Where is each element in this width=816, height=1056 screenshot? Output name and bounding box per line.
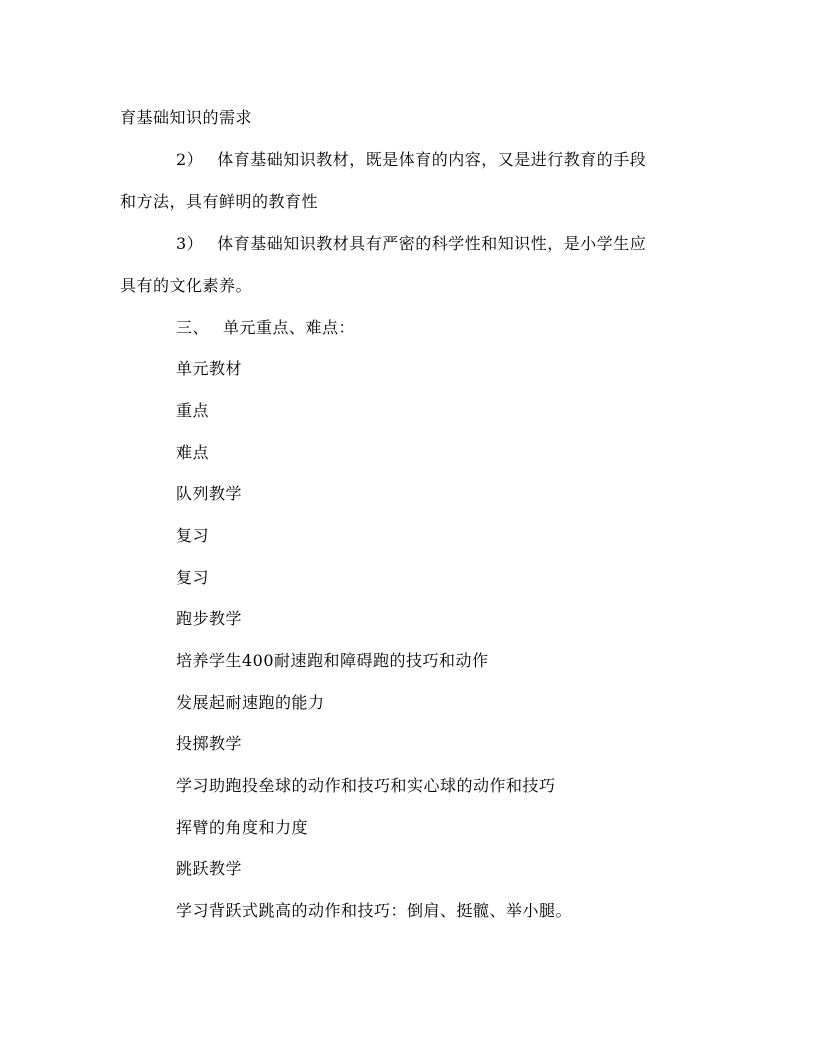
table-line-11: 学习助跑投垒球的动作和技巧和实心球的动作和技巧: [176, 776, 556, 795]
table-line-5: 复习: [176, 526, 210, 545]
table-line-12: 挥臂的角度和力度: [176, 818, 309, 837]
table-line-7: 跑步教学: [176, 609, 243, 628]
table-line-4: 队列教学: [176, 484, 243, 503]
table-line-8: 培养学生400耐速跑和障碍跑的技巧和动作: [176, 651, 489, 670]
table-line-14: 学习背跃式跳高的动作和技巧：倒肩、挺髋、举小腿。: [176, 901, 573, 920]
list-item-2-text: 体育基础知识教材，既是体育的内容，又是进行教育的手段: [217, 150, 647, 169]
section-heading: [176, 318, 355, 338]
section-heading-title: 单元重点、难点：: [223, 318, 356, 337]
list-item-3-line-1: [176, 234, 646, 254]
list-item-3-line-2: 具有的文化素养。: [120, 276, 253, 295]
list-item-3-number: 3）: [176, 234, 204, 253]
table-line-3: 难点: [176, 443, 210, 462]
section-heading-number: 三、: [176, 318, 210, 337]
list-item-2-number: 2）: [176, 150, 204, 169]
table-line-13: 跳跃教学: [176, 859, 243, 878]
table-line-9: 发展起耐速跑的能力: [176, 693, 325, 712]
table-line-10: 投掷教学: [176, 734, 243, 753]
list-item-2-line-1: [176, 150, 646, 170]
list-item-2-line-2: 和方法，具有鲜明的教育性: [120, 192, 319, 211]
table-line-6: 复习: [176, 568, 210, 587]
list-item-3-text: 体育基础知识教材具有严密的科学性和知识性，是小学生应: [217, 234, 647, 253]
table-line-1: 单元教材: [176, 359, 243, 378]
paragraph-tail: 育基础知识的需求: [120, 108, 253, 127]
table-line-2: 重点: [176, 401, 210, 420]
